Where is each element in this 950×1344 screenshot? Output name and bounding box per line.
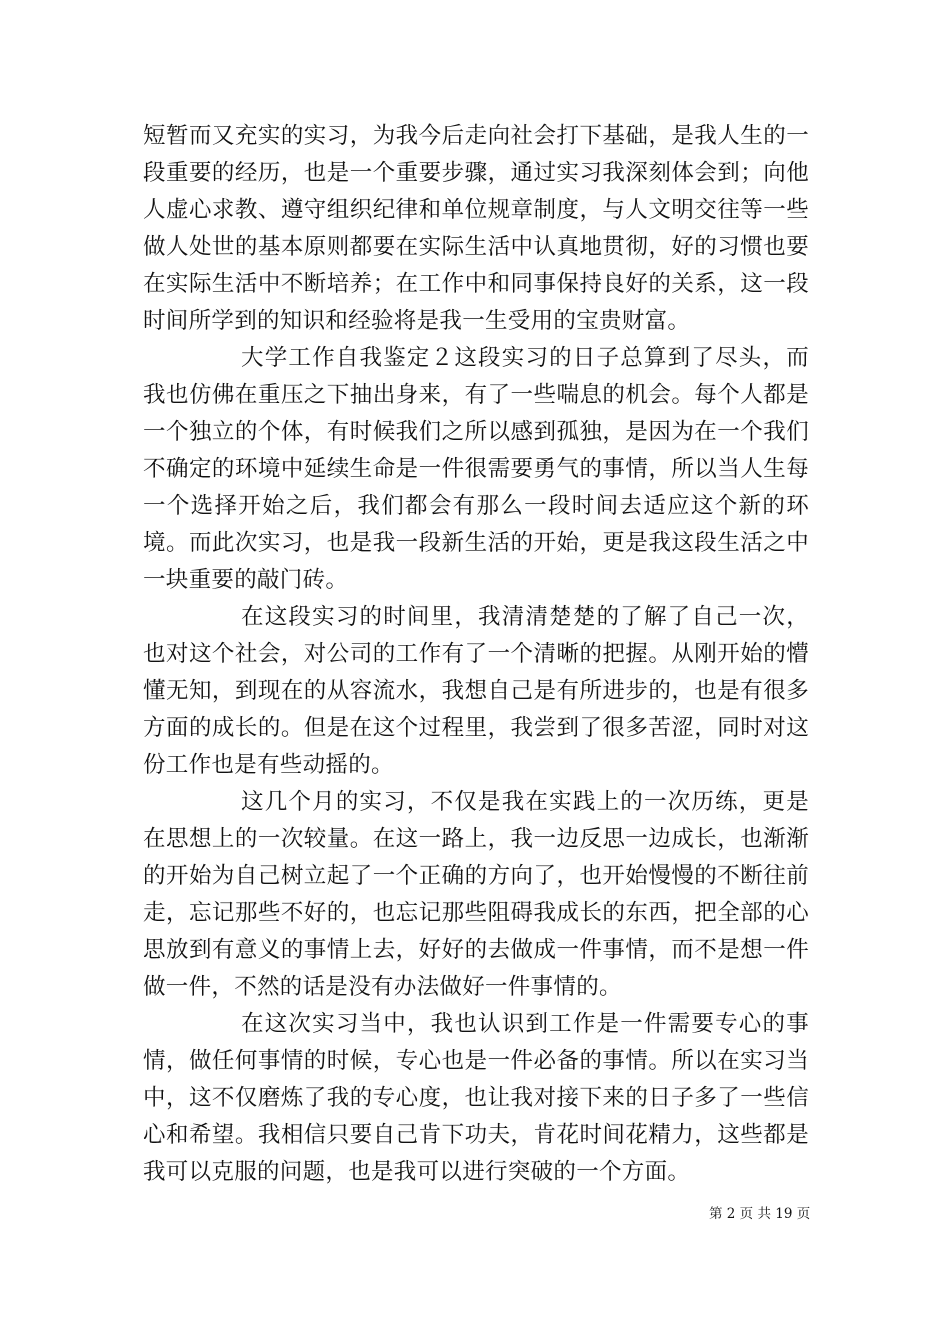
paragraph-3: 在这段实习的时间里，我清清楚楚的了解了自己一次，也对这个社会，对公司的工作有了一个清晰的把握。从刚开始的懵懂无知，到现在的从容流水，我想自己是有所进步的，也是有很多方面的成长的。但是在这个过程里，我尝到了很多苦涩，同时对这份工作也是有些动摇的。 [143, 604, 809, 778]
paragraph-4: 这几个月的实习，不仅是我在实践上的一次历练，更是在思想上的一次较量。在这一路上，我一边反思一边成长，也渐渐的开始为自己树立起了一个正确的方向了，也开始慢慢的不断往前走，忘记那些不好的，也忘记那些阻碍我成长的东西，把全部的心思放到有意义的事情上去，好好的去做成一件事情，而不是想一件做一件，不然的话是没有办法做好一件事情的。 [143, 789, 809, 1000]
paragraph-2: 大学工作自我鉴定２这段实习的日子总算到了尽头，而我也仿佛在重压之下抽出身来，有了一些喘息的机会。每个人都是一个独立的个体，有时候我们之所以感到孤独，是因为在一个我们不确定的环境中延续生命是一件很需要勇气的事情，所以当人生每一个选择开始之后，我们都会有那么一段时间去适应这个新的环境。而此次实习，也是我一段新生活的开始，更是我这段生活之中一块重要的敲门砖。 [143, 345, 809, 593]
page-number-footer: 第 2 页 共 19 页 [709, 1206, 811, 1222]
paragraph-1: 短暂而又充实的实习，为我今后走向社会打下基础，是我人生的一段重要的经历，也是一个重要步骤，通过实习我深刻体会到；向他人虚心求教、遵守组织纪律和单位规章制度，与人文明交往等一些做人处世的基本原则都要在实际生活中认真地贯彻，好的习惯也要在实际生活中不断培养；在工作中和同事保持良好的关系，这一段时间所学到的知识和经验将是我一生受用的宝贵财富。 [143, 123, 809, 334]
paragraph-5: 在这次实习当中，我也认识到工作是一件需要专心的事情，做任何事情的时候，专心也是一件必备的事情。所以在实习当中，这不仅磨炼了我的专心度，也让我对接下来的日子多了一些信心和希望。我相信只要自己肯下功夫，肯花时间花精力，这些都是我可以克服的问题，也是我可以进行突破的一个方面。 [143, 1011, 809, 1185]
document-body [143, 118, 809, 1191]
